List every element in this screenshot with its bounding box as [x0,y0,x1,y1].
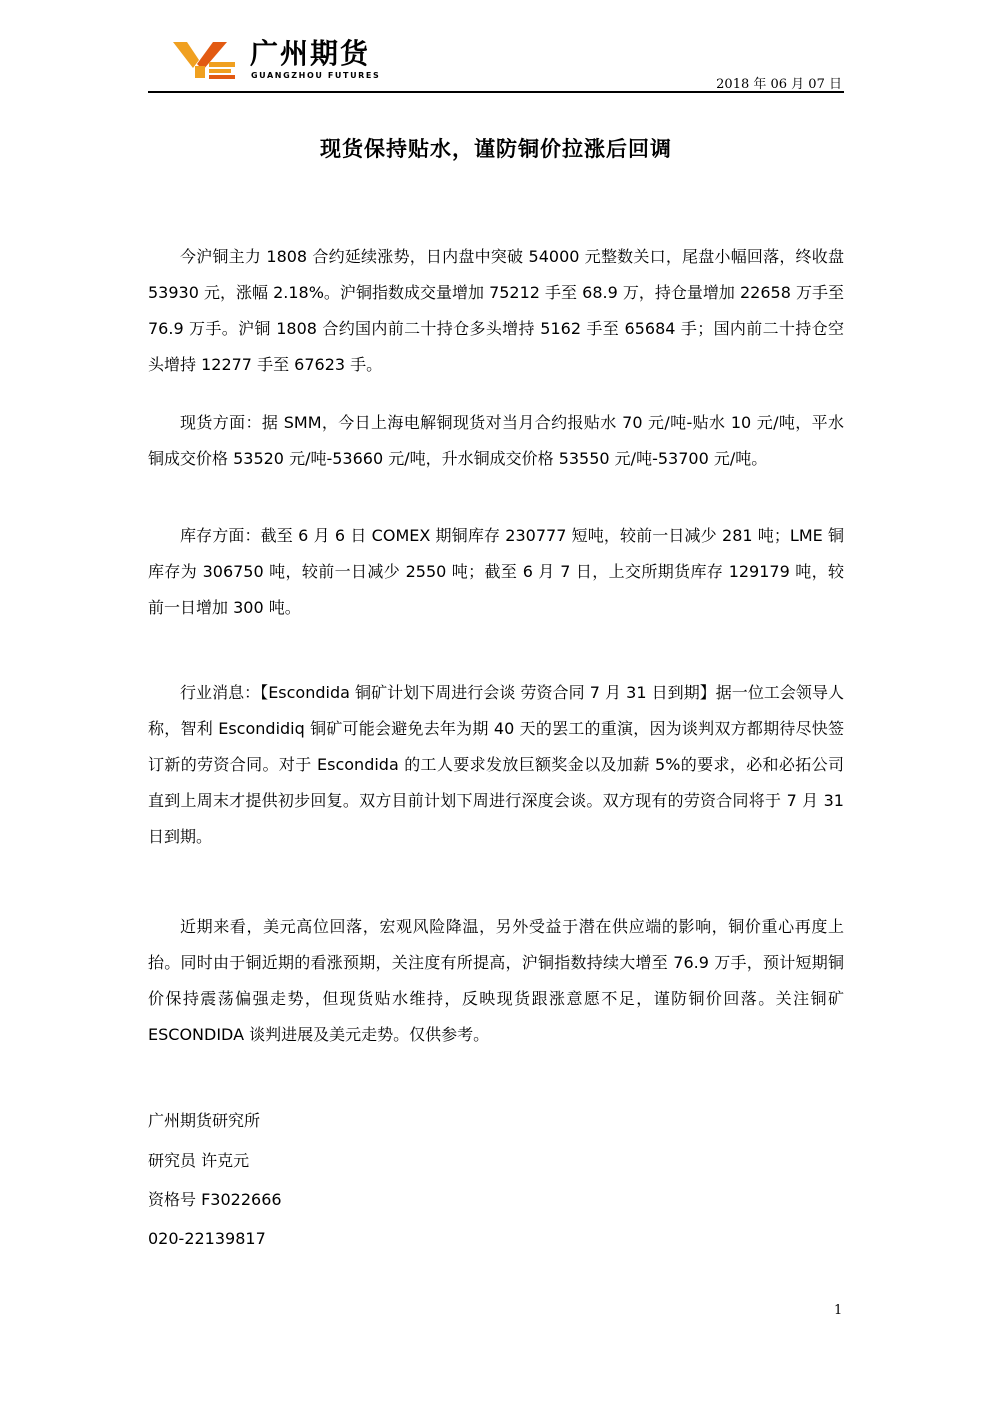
brand-name-cn: 广州期货 [250,37,371,70]
document-title: 现货保持贴水，谨防铜价拉涨后回调 [320,137,672,161]
report-date: 2018 年 06 月 07 日 [716,77,842,92]
header-divider [148,91,844,93]
paragraph-industry-news: 行业消息：【Escondida 铜矿计划下周进行会谈 劳资合同 7 月 31 日到期】据一位工会领导人称，智利 Escondidiq 铜矿可能会避免去年为期 40 天的罢工的重演，因为谈判双方都期待尽快签订新的劳资合同。对于 Escondida 的工人要求发放巨额奖金以及加薪 5%的要求，必和必拓公司直到上周末才提供初步回复。双方目前计划下周进行深度会谈。双方现有的劳资合同将于 7 月 31 日到期。 [148,683,844,846]
page-number: 1 [834,1303,843,1318]
brand-name-en: GUANGZHOU FUTURES [251,71,381,80]
signature-institute: 广州期货研究所 [148,1111,261,1130]
paragraph-outlook: 近期来看，美元高位回落，宏观风险降温，另外受益于潜在供应端的影响，铜价重心再度上抬。同时由于铜近期的看涨预期，关注度有所提高，沪铜指数持续大增至 76.9 万手，预计短期铜价保持震荡偏强走势，但现货贴水维持，反映现货跟涨意愿不足，谨防铜价回落。关注铜矿 ESCONDIDA 谈判进展及美元走势。仅供参考。 [148,917,844,1044]
paragraph-inventory: 库存方面：截至 6 月 6 日 COMEX 期铜库存 230777 短吨，较前一日减少 281 吨；LME 铜库存为 306750 吨，较前一日减少 2550 吨；截至 6 月 7 日，上交所期货库存 129179 吨，较前一日增加 300 吨。 [148,526,844,617]
page-header [148,34,844,94]
signature-license: 资格号 F3022666 [148,1190,282,1209]
paragraph-market-summary: 今沪铜主力 1808 合约延续涨势，日内盘中突破 54000 元整数关口，尾盘小幅回落，终收盘 53930 元，涨幅 2.18%。沪铜指数成交量增加 75212 手至 68.9 万，持仓量增加 22658 万手至 76.9 万手。沪铜 1808 合约国内前二十持仓多头增持 5162 手至 65684 手；国内前二十持仓空头增持 12277 手至 67623 手。 [148,247,844,374]
paragraph-spot: 现货方面：据 SMM，今日上海电解铜现货对当月合约报贴水 70 元/吨-贴水 10 元/吨，平水铜成交价格 53520 元/吨-53660 元/吨，升水铜成交价格 53550 元/吨-53700 元/吨。 [148,413,844,468]
signature-researcher: 研究员 许克元 [148,1151,250,1170]
company-logo [173,40,237,80]
signature-phone: 020-22139817 [148,1229,266,1248]
